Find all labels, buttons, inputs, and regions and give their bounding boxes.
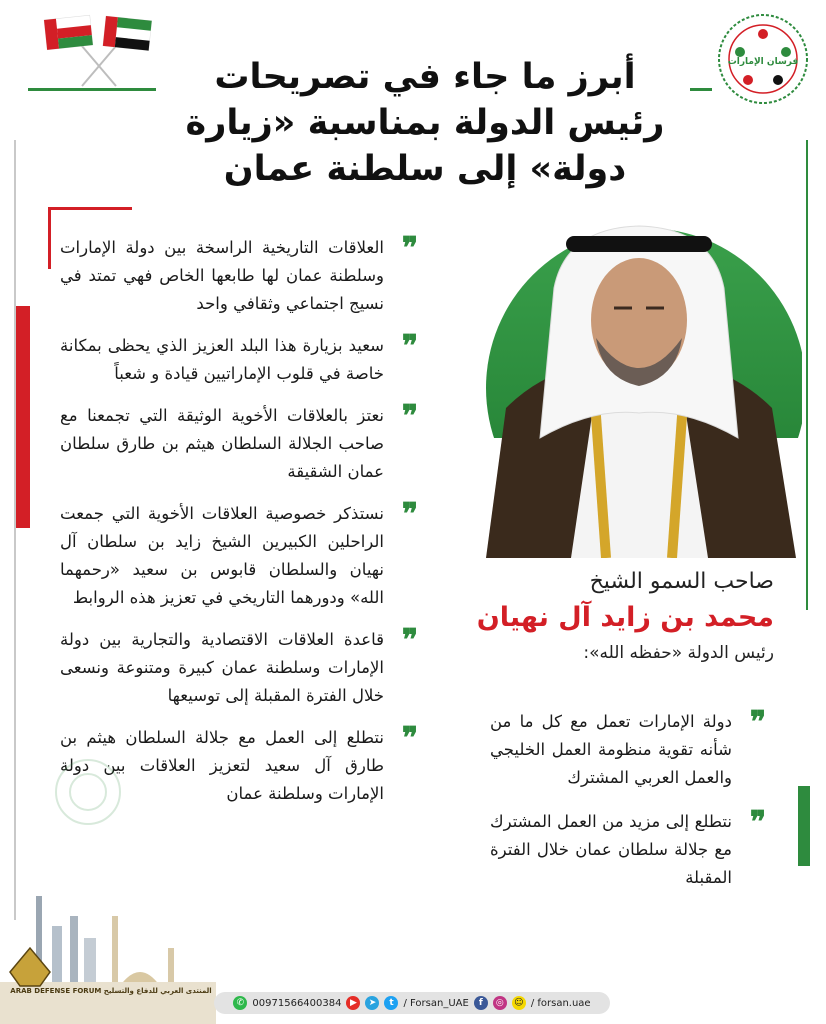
youtube-icon[interactable]: ▶ [346, 996, 360, 1010]
quote-item [60, 231, 418, 318]
quote-text: سعيد بزيارة هذا البلد العزيز الذي يحظى بمكانة خاصة في قلوب الإماراتيين قيادة و شعباً [60, 336, 384, 383]
quote-text: العلاقات التاريخية الراسخة بين دولة الإمارات وسلطنة عمان لها طابعها الخاص فهي تمتد في نسيج اجتماعي وثقافي واحد [60, 238, 384, 313]
quote-mark-icon: ❞ [749, 805, 766, 840]
accent-red-top [48, 207, 132, 210]
frame-line-right [806, 140, 808, 610]
telegram-icon[interactable]: ➤ [365, 996, 379, 1010]
quote-mark-icon: ❞ [401, 399, 418, 434]
frame-line-top-right [690, 88, 712, 91]
quote-item [60, 497, 418, 612]
forum-watermark-text: ARAB DEFENSE FORUM المنتدى العربي للدفاع والتسليح [10, 987, 212, 995]
quote-item [490, 805, 766, 892]
quote-text: نتطلع إلى العمل مع جلالة السلطان هيثم بن طارق آل سعيد لتعزيز العلاقات بين دولة الإمارات وسلطنة عمان [60, 728, 384, 803]
frame-line-left [14, 140, 16, 920]
portrait-caption [470, 566, 774, 668]
quote-mark-icon: ❞ [401, 497, 418, 532]
quote-item [60, 329, 418, 388]
caption-name: محمد بن زايد آل نهيان [476, 602, 774, 633]
crossed-flags-icon [40, 12, 158, 88]
quote-text: نعتز بالعلاقات الأخوية الوثيقة التي تجمعنا مع صاحب الجلالة السلطان هيثم بن طارق سلطان عمان الشقيقة [60, 406, 384, 481]
quote-text: نتطلع إلى مزيد من العمل المشترك مع جلالة سلطان عمان خلال الفترة المقبلة [490, 812, 732, 887]
accent-red-bar [16, 306, 30, 528]
footer-handle-2[interactable]: / forsan.uae [530, 997, 591, 1009]
quote-mark-icon: ❞ [401, 231, 418, 266]
quote-item [60, 399, 418, 486]
quotes-right-column [490, 705, 766, 908]
instagram-icon[interactable]: ◎ [493, 996, 507, 1010]
quote-mark-icon: ❞ [401, 623, 418, 658]
quote-mark-icon: ❞ [401, 329, 418, 364]
quote-text: دولة الإمارات تعمل مع كل ما من شأنه تقوية منظومة العمل الخليجي والعمل العربي المشترك [490, 712, 732, 787]
quote-text: قاعدة العلاقات الاقتصادية والتجارية بين دولة الإمارات وسلطنة عمان كبيرة ومتنوعة ونسعى خلال الفترة المقبلة إلى توسيعها [60, 630, 384, 705]
skyline-illustration [0, 886, 216, 1024]
whatsapp-icon[interactable]: ✆ [233, 996, 247, 1010]
caption-honorific: صاحب السمو الشيخ [589, 569, 774, 594]
facebook-icon[interactable]: f [474, 996, 488, 1010]
forsan-logo [716, 12, 810, 106]
logo-text: فرسان الإمارات [727, 57, 799, 67]
frame-line-top-left [28, 88, 156, 91]
quote-text: نستذكر خصوصية العلاقات الأخوية التي جمعت الراحلين الكبيرين الشيخ زايد بن سلطان آل نهيان والسلطان قابوس بن سعيد «رحمهما الله» ودورهما التاريخي في تعزيز هذه الروابط [60, 504, 384, 607]
caption-role: رئيس الدولة «حفظه الله»: [583, 643, 774, 663]
quote-mark-icon: ❞ [401, 721, 418, 756]
footer-handle-1[interactable]: / Forsan_UAE [403, 997, 469, 1009]
snapchat-icon[interactable]: ☺ [512, 996, 526, 1010]
footer-phone[interactable]: 00971566400384 [252, 997, 342, 1009]
accent-green-bar [798, 786, 810, 866]
quote-item [490, 705, 766, 792]
twitter-icon[interactable]: t [384, 996, 398, 1010]
social-footer [214, 992, 610, 1014]
quote-mark-icon: ❞ [749, 705, 766, 740]
accent-red-vertical [48, 207, 51, 269]
quotes-left-column [60, 231, 418, 822]
quote-item [60, 623, 418, 710]
portrait-image [476, 208, 802, 558]
watermark-emblem-icon [52, 756, 124, 828]
page-title: أبرز ما جاء في تصريحات رئيس الدولة بمناسبة «زيارة دولة» إلى سلطنة عمان [185, 57, 665, 189]
